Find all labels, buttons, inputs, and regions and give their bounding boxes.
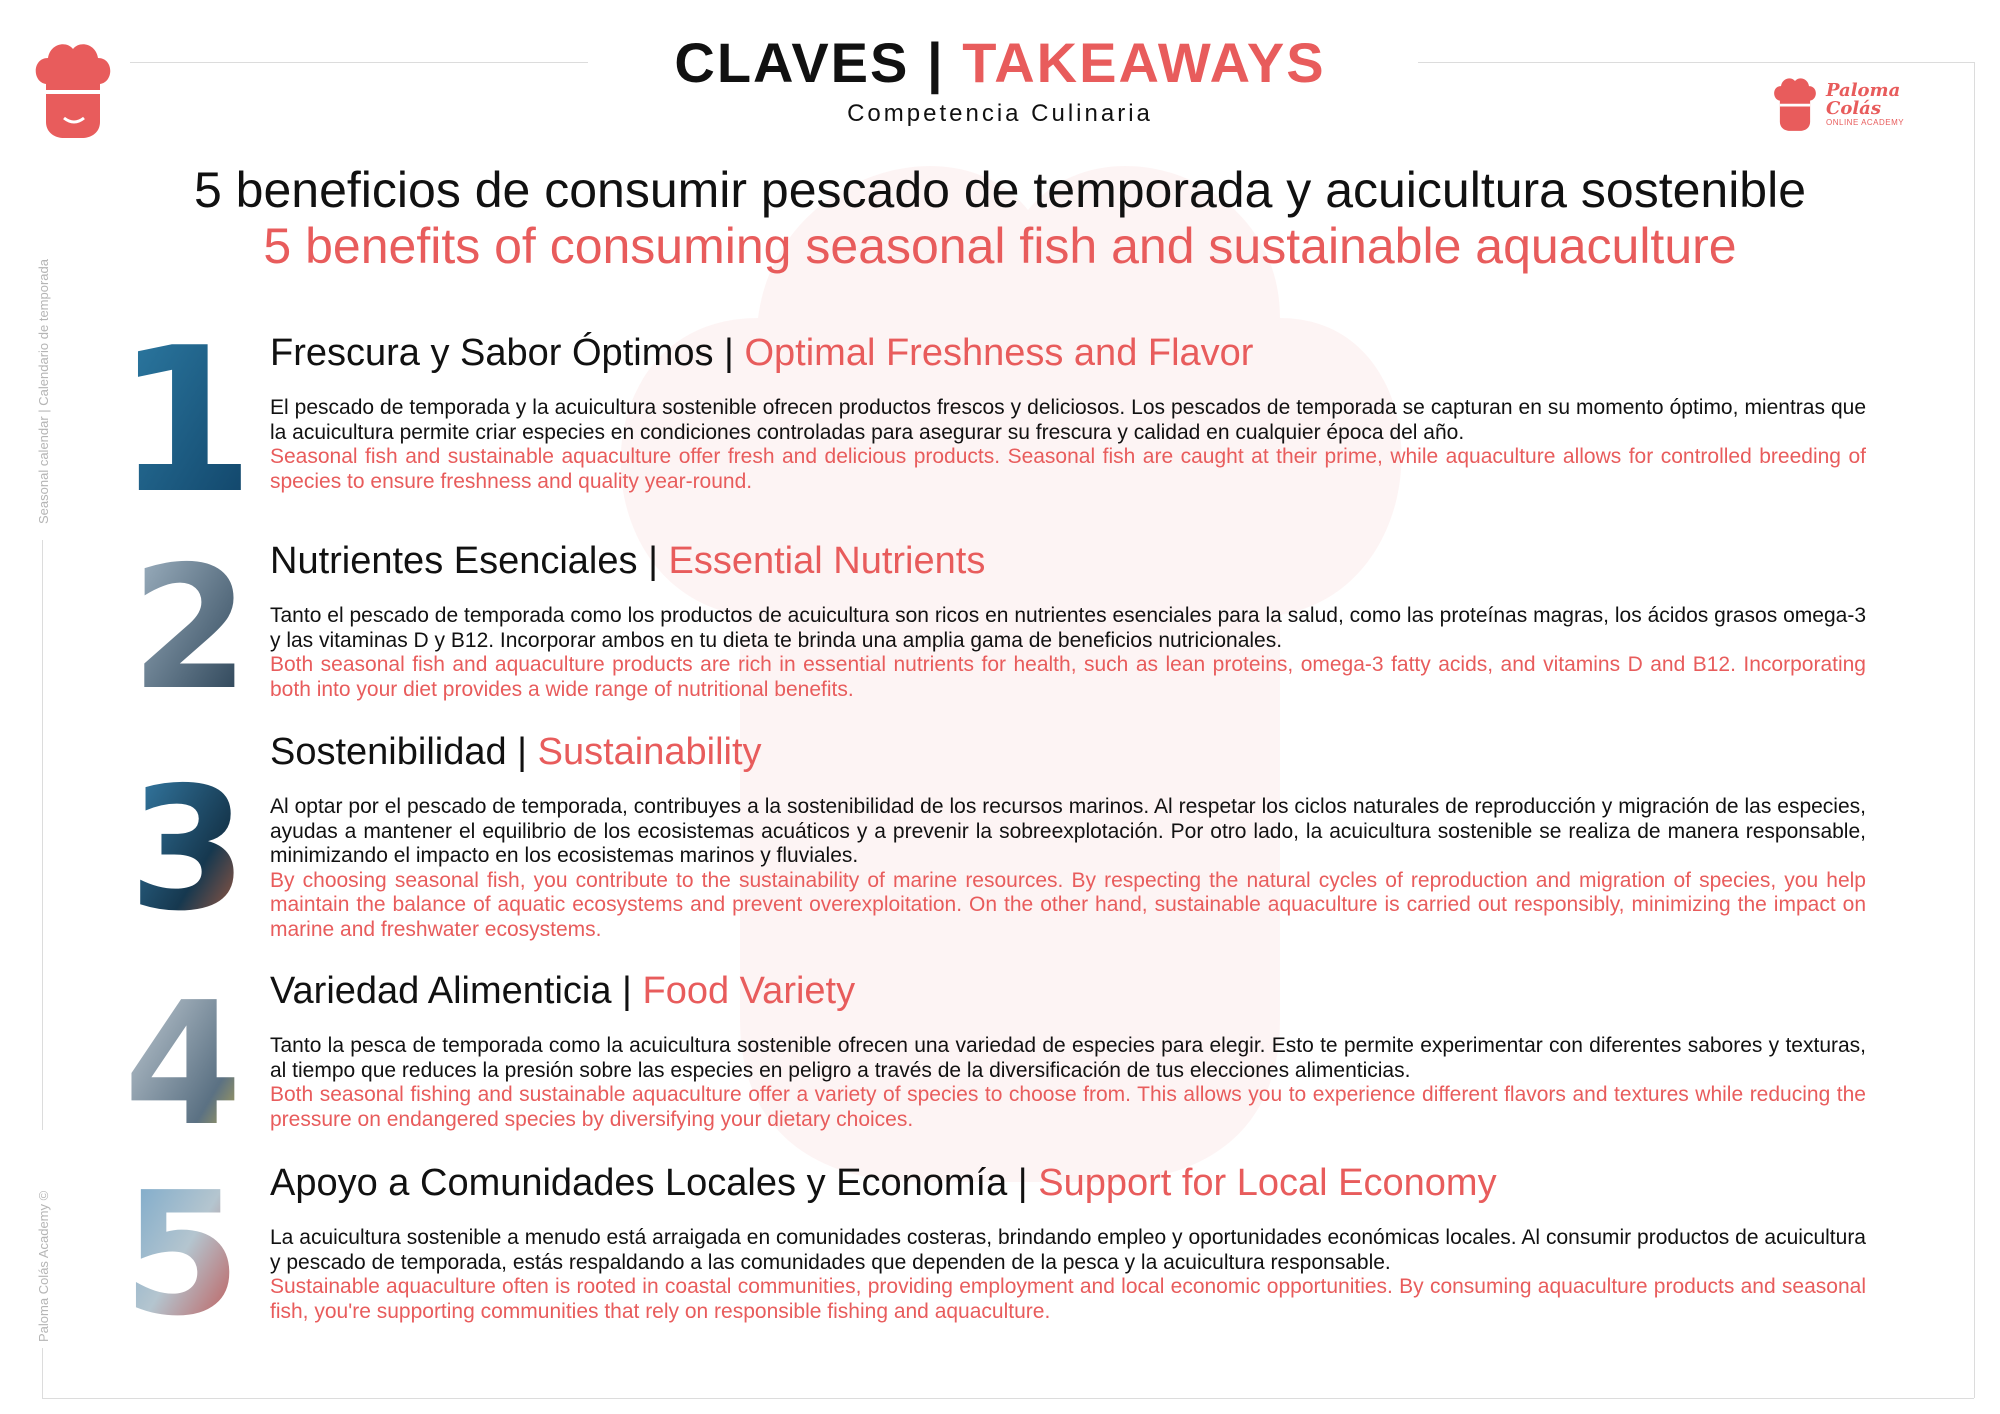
brand-name: Paloma Colás xyxy=(1826,79,1901,119)
benefit-title-separator: | xyxy=(622,970,632,1012)
benefit-title-es: Sostenibilidad xyxy=(270,731,507,773)
number-1-image xyxy=(115,305,255,538)
number-5-image xyxy=(112,1156,252,1354)
benefit-title-es: Frescura y Sabor Óptimos xyxy=(270,332,714,374)
svg-text:1: 1 xyxy=(115,305,255,538)
header-claves: CLAVES xyxy=(674,31,910,94)
benefit-title-en: Essential Nutrients xyxy=(668,540,986,582)
benefit-item-2 xyxy=(270,538,1866,702)
benefit-item-4 xyxy=(270,968,1866,1132)
benefit-title-en: Support for Local Economy xyxy=(1038,1162,1497,1204)
benefit-item-3 xyxy=(270,729,1866,942)
benefit-text-es: Tanto la pesca de temporada como la acuicultura sostenible ofrecen una variedad de especies para elegir. Esto te permite experimentar con diferentes sabores y texturas, al tiempo que reduces la presión sobre las especies en peligro a través de la diversificación de tus elecciones alimenticias. xyxy=(270,1034,1866,1082)
frame-left-line-mid xyxy=(42,540,43,1130)
svg-text:4: 4 xyxy=(123,966,243,1164)
benefit-text-es: El pescado de temporada y la acuicultura sostenible ofrecen productos frescos y deliciosos. Los pescados de temporada se capturan en su momento óptimo, mientras que la acuicultura permite criar especies en condiciones controladas para asegurar su frescura y calidad en cualquier época del año. xyxy=(270,396,1866,444)
benefit-text-en: By choosing seasonal fish, you contribute to the sustainability of marine resources. By respecting the natural cycles of reproduction and migration of species, you help maintain the balance of aquatic ecosystems and prevent overexploitation. On the other hand, sustainable aquaculture is carried out responsibly, minimizing the impact on marine and freshwater ecosystems. xyxy=(270,868,1866,941)
benefit-title xyxy=(270,968,1866,1014)
header-takeaways: TAKEAWAYS xyxy=(962,31,1326,94)
header xyxy=(0,28,2000,128)
benefit-title xyxy=(270,1160,1866,1206)
benefit-title-en: Optimal Freshness and Flavor xyxy=(744,332,1254,374)
header-title xyxy=(0,28,2000,98)
benefit-title-en: Sustainability xyxy=(537,731,762,773)
frame-bottom-line xyxy=(42,1398,1974,1399)
brand-sub: ONLINE ACADEMY xyxy=(1826,117,1905,127)
svg-text:2: 2 xyxy=(130,530,250,728)
page-title-es: 5 beneficios de consumir pescado de temporada y acuicultura sostenible xyxy=(193,162,1807,218)
frame-left-line-bottom xyxy=(42,1348,43,1398)
svg-text:3: 3 xyxy=(128,751,248,949)
benefit-title-es: Apoyo a Comunidades Locales y Economía xyxy=(270,1162,1008,1204)
benefit-title xyxy=(270,538,1866,584)
page-title-en: 5 benefits of consuming seasonal fish and sustainable aquaculture xyxy=(263,218,1737,274)
benefit-text-en: Sustainable aquaculture often is rooted in coastal communities, providing employment and local economic opportunities. By consuming aquaculture products and seasonal fish, you're supporting communities that rely on responsible fishing and aquaculture. xyxy=(270,1275,1866,1323)
number-4-image xyxy=(108,966,258,1164)
benefit-item-1 xyxy=(270,330,1866,494)
benefit-title-separator: | xyxy=(724,332,734,374)
benefit-item-5 xyxy=(270,1160,1866,1324)
header-separator: | xyxy=(926,31,945,94)
header-subtitle: Competencia Culinaria xyxy=(847,100,1153,127)
benefit-title-es: Nutrientes Esenciales xyxy=(270,540,638,582)
benefit-text-es: La acuicultura sostenible a menudo está arraigada en comunidades costeras, brindando empleo y oportunidades económicas locales. Al consumir productos de acuicultura y pescado de temporada, estás respaldando a las comunidades que dependen de la pesca y la acuicultura responsable. xyxy=(270,1226,1866,1274)
side-text-bottom: Paloma Colás Academy © xyxy=(36,1190,51,1342)
number-3-image xyxy=(118,751,258,949)
benefit-text-en: Both seasonal fishing and sustainable aquaculture offer a variety of species to choose from. This allows you to experience different flavors and textures while reducing the pressure on endangered species by diversifying your dietary choices. xyxy=(270,1083,1866,1131)
side-text-top: Seasonal calendar | Calendario de temporada xyxy=(36,259,51,524)
benefit-title-separator: | xyxy=(648,540,658,582)
page-title xyxy=(0,162,2000,274)
benefit-title xyxy=(270,729,1866,775)
benefit-text-es: Al optar por el pescado de temporada, contribuyes a la sostenibilidad de los recursos marinos. Al respetar los ciclos naturales de reproducción y migración de las especies, ayudas a mantener el equilibrio de los ecosistemas acuáticos y a prevenir la sobreexplotación. Por otro lado, la acuicultura sostenible se realiza de manera responsable, minimizando el impacto en los ecosistemas marinos y fluviales. xyxy=(270,795,1866,867)
benefit-text-en: Both seasonal fish and aquaculture products are rich in essential nutrients for health, such as lean proteins, omega-3 fatty acids, and vitamins D and B12. Incorporating both into your diet provides a wide range of nutritional benefits. xyxy=(270,653,1866,701)
benefit-title xyxy=(270,330,1866,376)
benefit-text-en: Seasonal fish and sustainable aquaculture offer fresh and delicious products. Seasonal fish are caught at their prime, while aquaculture allows for controlled breeding of species to ensure freshness and quality year-round. xyxy=(270,445,1866,493)
benefit-text-es: Tanto el pescado de temporada como los productos de acuicultura son ricos en nutrientes esenciales para la salud, como las proteínas magras, los ácidos grasos omega-3 y las vitaminas D y B12. Incorporar ambos en tu dieta te brinda una amplia gama de beneficios nutricionales. xyxy=(270,604,1866,652)
benefit-title-en: Food Variety xyxy=(642,970,856,1012)
number-2-image xyxy=(120,530,260,728)
svg-text:5: 5 xyxy=(122,1156,242,1354)
benefit-title-separator: | xyxy=(517,731,528,773)
benefit-title-es: Variedad Alimenticia xyxy=(270,970,612,1012)
benefit-title-separator: | xyxy=(1017,1162,1028,1204)
